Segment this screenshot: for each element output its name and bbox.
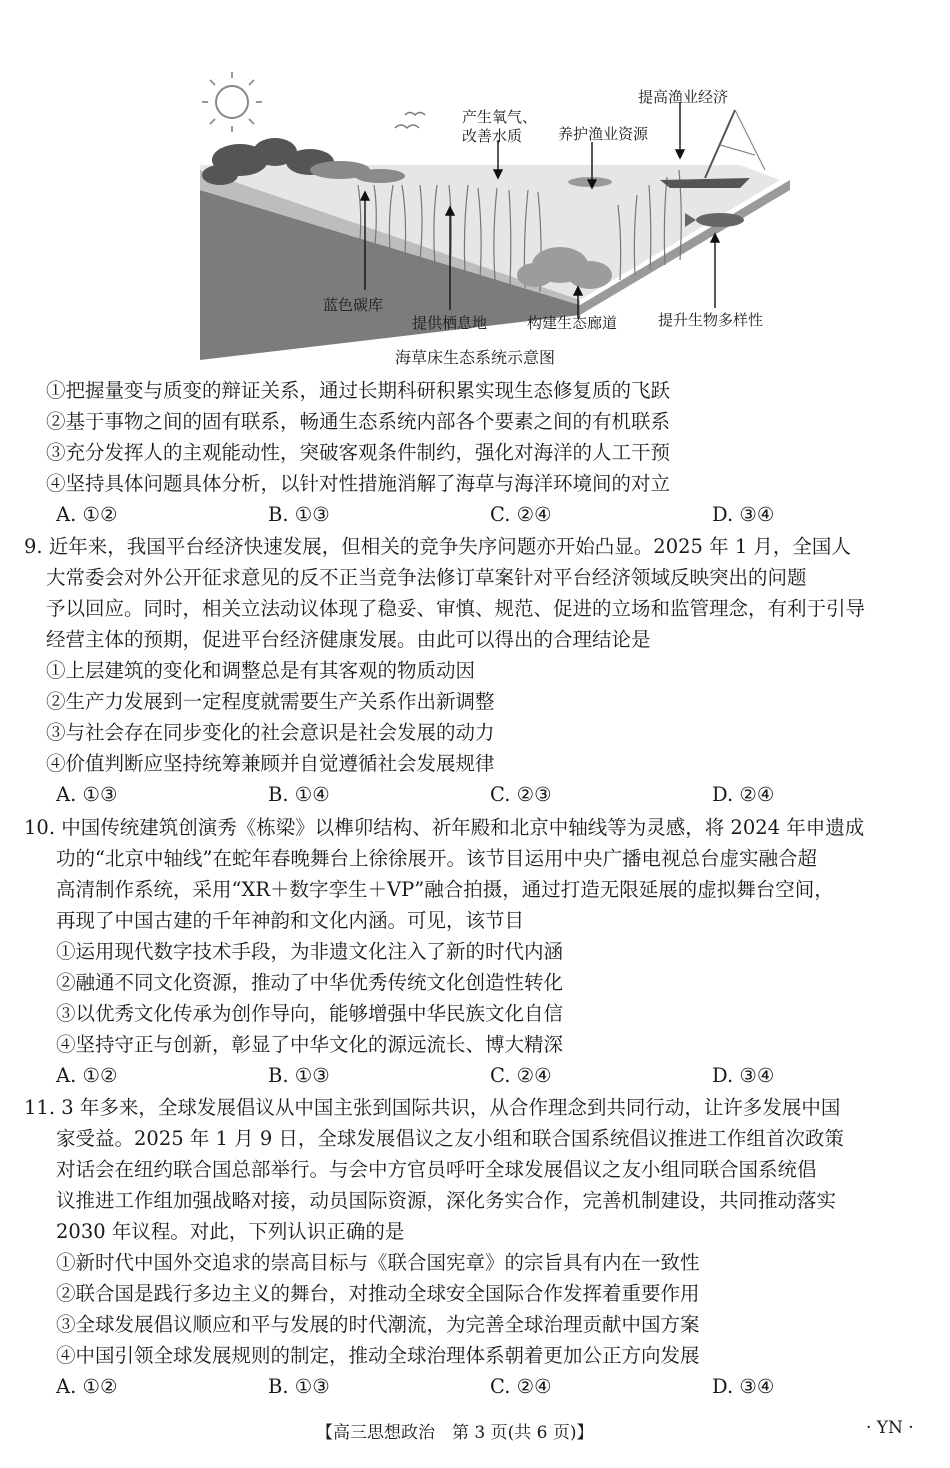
q9-option-b: B. ①④	[268, 783, 330, 806]
label-habitat: 提供栖息地	[412, 314, 488, 332]
q9-stem-line-4: 经营主体的预期，促进平台经济健康发展。由此可以得出的合理结论是	[46, 628, 651, 651]
q10-statement-2: ②融通不同文化资源，推动了中华优秀传统文化创造性转化	[56, 971, 564, 994]
q10-stem-line-2: 功的“北京中轴线”在蛇年春晚舞台上徐徐展开。该节目运用中央广播电视总台虚实融合超	[56, 847, 817, 870]
q11-option-a: A. ①②	[56, 1375, 118, 1398]
q11-statement-4: ④中国引领全球发展规则的制定，推动全球治理体系朝着更加公正方向发展	[56, 1344, 700, 1367]
q9-option-d: D. ②④	[712, 783, 775, 806]
label-fishery-resource: 养护渔业资源	[558, 125, 649, 143]
q8-statement-1: ①把握量变与质变的辩证关系，通过长期科研积累实现生态修复质的飞跃	[46, 379, 671, 402]
figure-caption: 海草床生态系统示意图	[394, 348, 555, 367]
q9-statement-2: ②生产力发展到一定程度就需要生产关系作出新调整	[46, 690, 495, 713]
q8-statement-4: ④坚持具体问题具体分析，以针对性措施消解了海草与海洋环境间的对立	[46, 472, 671, 495]
q9-option-c: C. ②③	[490, 783, 552, 806]
q10-option-b: B. ①③	[268, 1064, 330, 1087]
label-biodiversity: 提升生物多样性	[658, 311, 764, 329]
q8-option-c: C. ②④	[490, 503, 552, 526]
q11-statement-3: ③全球发展倡议顺应和平与发展的时代潮流，为完善全球治理贡献中国方案	[56, 1313, 700, 1336]
label-water-quality: 改善水质	[462, 127, 523, 145]
q8-statement-3: ③充分发挥人的主观能动性，突破客观条件制约，强化对海洋的人工干预	[46, 441, 671, 464]
q10-statement-1: ①运用现代数字技术手段，为非遗文化注入了新的时代内涵	[56, 940, 564, 963]
q10-stem-line-3: 高清制作系统，采用“XR＋数字孪生＋VP”融合拍摄，通过打造无限延展的虚拟舞台空间，	[56, 878, 834, 901]
q10-stem-line-4: 再现了中国古建的千年神韵和文化内涵。可见，该节目	[56, 909, 525, 932]
q9-stem-line-2: 大常委会对外公开征求意见的反不正当竞争法修订草案针对平台经济领域反映突出的问题	[46, 566, 807, 589]
q11-stem-line-2: 家受益。2025 年 1 月 9 日，全球发展倡议之友小组和联合国系统倡议推进工作组首次政策	[56, 1127, 844, 1150]
q11-stem-line-4: 议推进工作组加强战略对接，动员国际资源，深化务实合作，完善机制建设，共同推动落实	[56, 1189, 837, 1212]
q10-statement-3: ③以优秀文化传承为创作导向，能够增强中华民族文化自信	[56, 1002, 564, 1025]
page-footer: 【高三思想政治 第 3 页(共 6 页)】	[316, 1423, 594, 1443]
q8-option-d: D. ③④	[712, 503, 775, 526]
q10-statement-4: ④坚持守正与创新，彰显了中华文化的源远流长、博大精深	[56, 1033, 564, 1056]
q9-stem-line-3: 予以回应。同时，相关立法动议体现了稳妥、审慎、规范、促进的立场和监管理念，有利于引导	[46, 597, 866, 620]
q8-statement-2: ②基于事物之间的固有联系，畅通生态系统内部各个要素之间的有机联系	[46, 410, 671, 433]
label-oxygen: 产生氧气、	[462, 108, 538, 126]
q9-statement-1: ①上层建筑的变化和调整总是有其客观的物质动因	[46, 659, 476, 682]
q11-stem-line-5: 2030 年议程。对此，下列认识正确的是	[56, 1220, 405, 1243]
q10-option-a: A. ①②	[56, 1064, 118, 1087]
q9-stem-line-1: 9. 近年来，我国平台经济快速发展，但相关的竞争失序问题亦开始凸显。2025 年 1 月，全国人	[24, 535, 851, 558]
q10-option-d: D. ③④	[712, 1064, 775, 1087]
q9-option-a: A. ①③	[56, 783, 118, 806]
q11-stem-line-1: 11. 3 年多来，全球发展倡议从中国主张到国际共识，从合作理念到共同行动，让许多发展中国	[24, 1096, 841, 1119]
seagrass-diagram	[180, 70, 790, 370]
q11-option-d: D. ③④	[712, 1375, 775, 1398]
q11-option-c: C. ②④	[490, 1375, 552, 1398]
q9-statement-3: ③与社会存在同步变化的社会意识是社会发展的动力	[46, 721, 495, 744]
q11-stem-line-3: 对话会在纽约联合国总部举行。与会中方官员呼吁全球发展倡议之友小组同联合国系统倡	[56, 1158, 817, 1181]
q11-statement-1: ①新时代中国外交追求的崇高目标与《联合国宪章》的宗旨具有内在一致性	[56, 1251, 700, 1274]
q8-option-b: B. ①③	[268, 503, 330, 526]
label-eco-corridor: 构建生态廊道	[527, 314, 618, 332]
region-code: · YN ·	[866, 1418, 914, 1438]
q11-statement-2: ②联合国是践行多边主义的舞台，对推动全球安全国际合作发挥着重要作用	[56, 1282, 700, 1305]
q10-option-c: C. ②④	[490, 1064, 552, 1087]
q9-statement-4: ④价值判断应坚持统筹兼顾并自觉遵循社会发展规律	[46, 752, 495, 775]
label-fishery-economy: 提高渔业经济	[638, 88, 729, 106]
q10-stem-line-1: 10. 中国传统建筑创演秀《栋梁》以榫卯结构、祈年殿和北京中轴线等为灵感，将 2024 年申遗成	[24, 816, 865, 839]
label-blue-carbon: 蓝色碳库	[323, 296, 384, 314]
q11-option-b: B. ①③	[268, 1375, 330, 1398]
q8-option-a: A. ①②	[56, 503, 118, 526]
